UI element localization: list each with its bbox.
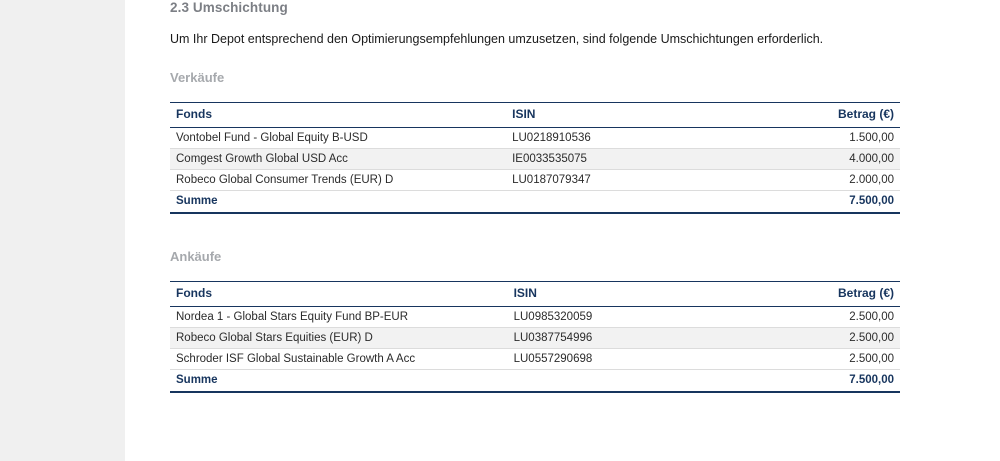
cell-betrag: 2.500,00 [735,306,900,327]
cell-betrag: 2.000,00 [734,169,900,190]
table-header [170,281,900,306]
total-label: Summe [170,190,506,213]
sales-block [170,49,905,214]
page-content [170,0,905,393]
table-row [170,169,900,190]
column-header-fonds: Fonds [170,281,508,306]
table-row [170,306,900,327]
table-total-row [170,190,900,213]
purchases-block [170,228,905,393]
purchases-table [170,281,900,393]
cell-fonds: Robeco Global Consumer Trends (EUR) D [170,169,506,190]
total-value: 7.500,00 [734,190,900,213]
cell-fonds: Nordea 1 - Global Stars Equity Fund BP-EUR [170,306,508,327]
table-footer [170,190,900,213]
block-label-purchases: Ankäufe [170,248,222,264]
table-header [170,102,900,127]
cell-isin: LU0985320059 [508,306,735,327]
total-label: Summe [170,369,508,392]
cell-isin: LU0557290698 [508,348,735,369]
table-body [170,306,900,369]
cell-fonds: Schroder ISF Global Sustainable Growth A Acc [170,348,508,369]
total-value: 7.500,00 [735,369,900,392]
table-total-row [170,369,900,392]
cell-isin: LU0218910536 [506,127,734,148]
cell-isin: LU0387754996 [508,327,735,348]
column-header-fonds: Fonds [170,102,506,127]
column-header-betrag: Betrag (€) [735,281,900,306]
table-row [170,127,900,148]
cell-betrag: 1.500,00 [734,127,900,148]
total-spacer [506,190,734,213]
block-spacer [170,214,905,228]
column-header-isin: ISIN [508,281,735,306]
cell-isin: IE0033535075 [506,148,734,169]
cell-isin: LU0187079347 [506,169,734,190]
table-row [170,327,900,348]
cell-betrag: 2.500,00 [735,327,900,348]
table-header-row [170,102,900,127]
cell-fonds: Comgest Growth Global USD Acc [170,148,506,169]
cell-fonds: Vontobel Fund - Global Equity B-USD [170,127,506,148]
table-footer [170,369,900,392]
column-header-isin: ISIN [506,102,734,127]
cell-betrag: 2.500,00 [735,348,900,369]
table-row [170,148,900,169]
sales-table [170,102,900,214]
block-label-sales: Verkäufe [170,69,225,85]
section-heading: 2.3 Umschichtung [170,0,288,15]
document-page [125,0,1000,461]
cell-betrag: 4.000,00 [734,148,900,169]
cell-fonds: Robeco Global Stars Equities (EUR) D [170,327,508,348]
table-body [170,127,900,190]
table-row [170,348,900,369]
table-header-row [170,281,900,306]
intro-paragraph: Um Ihr Depot entsprechend den Optimierungsempfehlungen umzusetzen, sind folgende Umschichtungen erforderlich. [170,32,824,46]
total-spacer [508,369,735,392]
column-header-betrag: Betrag (€) [734,102,900,127]
